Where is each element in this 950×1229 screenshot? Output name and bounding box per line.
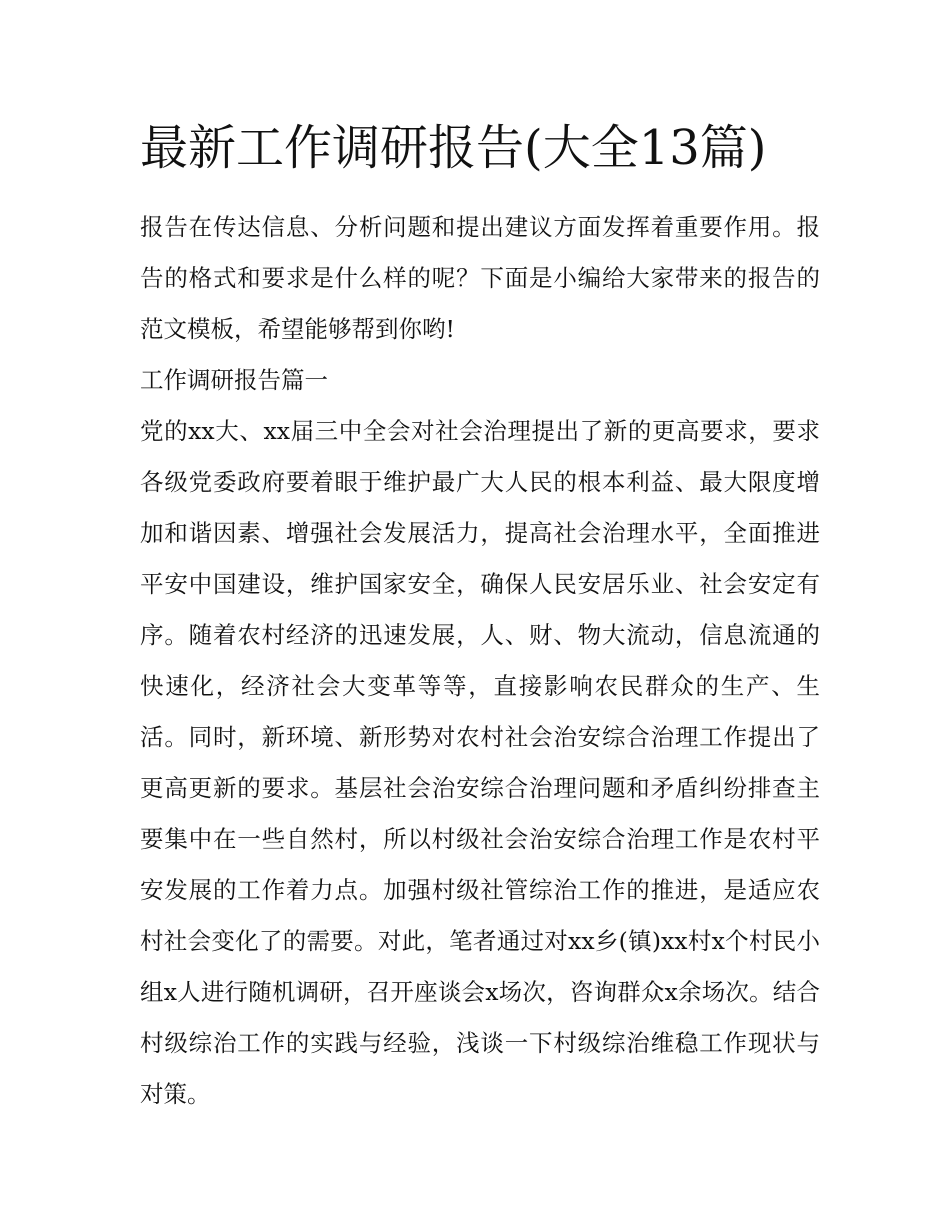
- body-paragraph: 党的xx大、xx届三中全会对社会治理提出了新的更高要求，要求各级党委政府要着眼于维护最广大人民的根本利益、最大限度增加和谐因素、增强社会发展活力，提高社会治理水平，全面推进平安中国建设，维护国家安全，确保人民安居乐业、社会安定有序。随着农村经济的迅速发展，人、财、物大流动，信息流通的快速化，经济社会大变革等等，直接影响农民群众的生产、生活。同时，新环境、新形势对农村社会治安综合治理工作提出了更高更新的要求。基层社会治安综合治理问题和矛盾纠纷排查主要集中在一些自然村，所以村级社会治安综合治理工作是农村平安发展的工作着力点。加强村级社管综治工作的推进，是适应农村社会变化了的需要。对此，笔者通过对xx乡(镇)xx村x个村民小组x人进行随机调研，召开座谈会x场次，咨询群众x余场次。结合村级综治工作的实践与经验，浅谈一下村级综治维稳工作现状与对策。: [140, 417, 820, 1108]
- intro-paragraph: 报告在传达信息、分析问题和提出建议方面发挥着重要作用。报告的格式和要求是什么样的呢？下面是小编给大家带来的报告的范文模板，希望能够帮到你哟!: [140, 213, 820, 343]
- document-title: 最新工作调研报告(大全13篇): [140, 120, 767, 176]
- document-page: [140, 112, 820, 1120]
- section-heading: 工作调研报告篇一: [140, 366, 328, 394]
